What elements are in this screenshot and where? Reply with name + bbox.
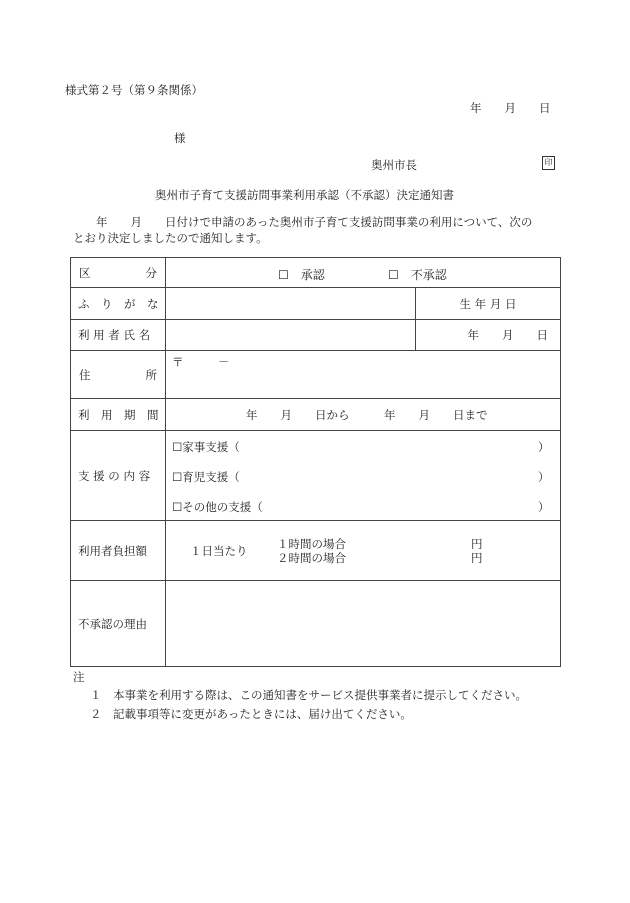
row-support	[71, 431, 561, 521]
issuer-name: 奥州市長	[371, 158, 417, 172]
support-other-close: ）	[538, 500, 550, 514]
label-category-left: 区	[79, 265, 91, 280]
label-user-name: 利 用 者 氏 名	[71, 320, 166, 351]
support-childcare-close: ）	[538, 470, 550, 484]
document-title: 奥州市子育て支援訪問事業利用承認（不承認）決定通知書	[155, 188, 454, 202]
two-hour-yen[interactable]: 円	[471, 551, 483, 565]
user-name-field[interactable]	[166, 320, 416, 351]
note-item-1: １ 本事業を利用する際は、この通知書をサービス提供事業者に提示してください。	[90, 688, 527, 702]
row-cost	[71, 521, 561, 581]
period-field[interactable]: 年 月 日から 年 月 日まで	[166, 399, 561, 431]
date-line: 年 月 日	[470, 101, 551, 115]
one-hour-label: １時間の場合	[277, 537, 346, 551]
furigana-field[interactable]	[166, 288, 416, 320]
category-options	[166, 258, 561, 288]
support-other-checkbox[interactable]: ☐その他の支援（	[172, 500, 263, 514]
addressee-suffix: 様	[174, 131, 186, 145]
form-number: 様式第２号（第９条関係）	[65, 83, 203, 97]
support-childcare-checkbox[interactable]: ☐育児支援（	[172, 470, 240, 484]
row-address	[71, 351, 561, 399]
label-period: 利 用 期 間	[71, 399, 166, 431]
address-field[interactable]	[166, 351, 561, 399]
label-category	[71, 258, 166, 288]
reason-field[interactable]	[166, 581, 561, 667]
label-furigana: ふ り が な	[71, 288, 166, 320]
label-reason: 不承認の理由	[71, 581, 166, 667]
row-furigana	[71, 288, 561, 320]
approve-checkbox[interactable]: ☐ 承認	[278, 268, 325, 282]
postal-code: 〒 －	[172, 355, 230, 369]
label-support: 支 援 の 内 容	[71, 431, 166, 521]
label-address-left: 住	[79, 367, 91, 382]
row-period	[71, 399, 561, 431]
decision-table	[70, 257, 561, 667]
label-address-right: 所	[145, 367, 157, 382]
notes-heading: 注	[73, 670, 85, 684]
intro-line-2: とおり決定しましたので通知します。	[73, 231, 268, 245]
support-options	[166, 431, 561, 521]
label-address	[71, 351, 166, 399]
label-cost: 利用者負担額	[71, 521, 166, 581]
note-item-2: ２ 記載事項等に変更があったときには、届け出てください。	[90, 707, 412, 721]
intro-line-1: 年 月 日付けで申請のあった奥州市子育て支援訪問事業の利用について、次の	[73, 215, 533, 229]
row-name	[71, 320, 561, 351]
support-housework-close: ）	[538, 440, 550, 454]
seal-mark: 印	[542, 156, 555, 170]
per-day-label: １日当たり	[190, 544, 248, 558]
row-category	[71, 258, 561, 288]
birthdate-label: 生 年 月 日	[416, 288, 561, 320]
one-hour-yen[interactable]: 円	[471, 537, 483, 551]
cost-field	[166, 521, 561, 581]
row-reason	[71, 581, 561, 667]
label-category-right: 分	[145, 265, 157, 280]
reject-checkbox[interactable]: ☐ 不承認	[388, 268, 447, 282]
two-hour-label: ２時間の場合	[277, 551, 346, 565]
support-housework-checkbox[interactable]: ☐家事支援（	[172, 440, 240, 454]
birthdate-value[interactable]: 年 月 日	[416, 320, 561, 351]
